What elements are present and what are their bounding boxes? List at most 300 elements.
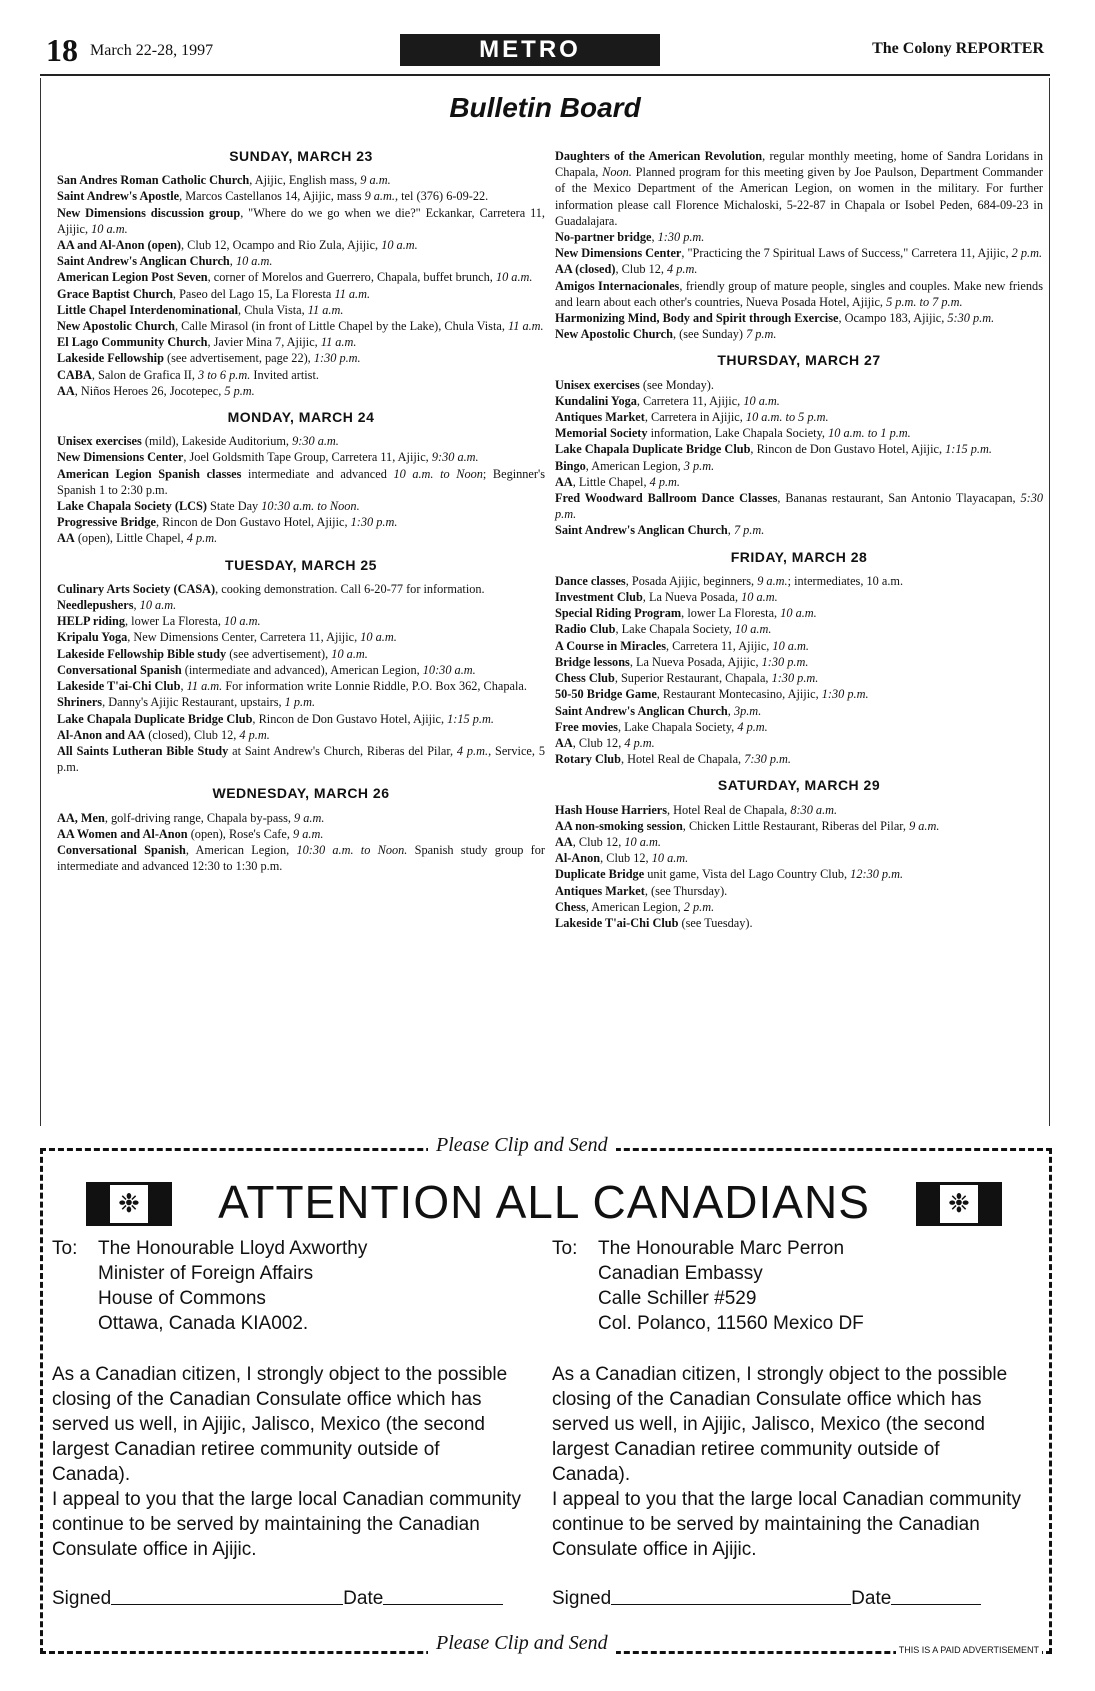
day-heading: SUNDAY, MARCH 23 — [229, 148, 373, 164]
address-line: Canadian Embassy — [598, 1263, 763, 1284]
day-heading: THURSDAY, MARCH 27 — [717, 352, 881, 369]
event-detail: , Chula Vista, — [238, 302, 308, 317]
event-detail: , lower La Floresta, — [125, 614, 225, 629]
event-detail: , Hotel Real de Chapala, — [620, 752, 745, 767]
signed-label: Signed — [552, 1588, 612, 1609]
event-entry — [57, 581, 545, 597]
event-name: Lakeside T'ai-Chi Club — [57, 679, 181, 694]
event-time: 1:30 p.m. — [313, 351, 361, 366]
event-name: Kundalini Yoga — [555, 393, 637, 408]
event-entry — [57, 350, 545, 366]
event-time: 11 a.m. — [307, 302, 344, 317]
event-name: Saint Andrew's Apostle — [57, 189, 180, 204]
event-time: 11 a.m. — [186, 679, 223, 694]
event-entry — [57, 172, 545, 188]
event-detail: , — [727, 703, 734, 718]
event-note: Invited artist. — [250, 367, 319, 382]
event-entry — [57, 269, 545, 285]
event-detail: , Club 12, Ocampo and Rio Zula, Ajijic, — [181, 238, 382, 253]
section-banner: METRO — [400, 34, 660, 66]
letter-appeal: I appeal to you that the large local Canadian community continue to be served by maintaining the Canadian Consulate office in Ajijic. — [552, 1489, 1021, 1560]
event-entry — [57, 743, 545, 775]
event-detail: , — [229, 254, 236, 269]
event-detail: (see Monday). — [639, 377, 714, 392]
event-entry — [57, 629, 545, 645]
event-detail: , American Legion, — [185, 842, 297, 857]
event-detail: , Paseo del Lago 15, La Floresta — [172, 286, 335, 301]
event-entry — [555, 703, 1043, 719]
event-entry — [57, 597, 545, 613]
event-entry — [555, 802, 1043, 818]
event-note: , tel (376) 6-09-22. — [394, 189, 489, 204]
event-detail: , Chicken Little Restaurant, Riberas del Pilar, — [682, 818, 910, 833]
event-time: 9 a.m. — [294, 810, 325, 825]
event-name: Lake Chapala Society (LCS) — [57, 499, 207, 514]
event-entry — [555, 474, 1043, 490]
event-detail: , Marcos Castellanos 14, Ajijic, mass — [179, 189, 365, 204]
clip-and-send-form — [40, 1134, 1050, 1658]
event-entry — [57, 302, 545, 318]
event-name: Duplicate Bridge — [555, 867, 645, 882]
event-detail: , cooking demonstration. Call 6-20-77 for information. — [215, 581, 485, 596]
masthead — [40, 32, 1050, 72]
event-detail: , Bananas restaurant, San Antonio Tlayacapan, — [777, 491, 1021, 506]
event-detail: , Ajijic, English mass, — [249, 173, 361, 188]
event-entry — [57, 530, 545, 546]
event-detail: , Rincon de Don Gustavo Hotel, Ajijic, — [155, 515, 351, 530]
event-time: 10 a.m. to 5 p.m. — [745, 410, 829, 425]
event-time: 4 p.m. — [737, 719, 768, 734]
event-name: Lakeside Fellowship Bible study — [57, 646, 227, 661]
event-detail: (see advertisement), — [226, 646, 332, 661]
event-name: Conversational Spanish — [57, 662, 182, 677]
event-time: 10 a.m. — [734, 622, 772, 637]
event-name: New Dimensions discussion group — [57, 205, 241, 220]
event-detail: , Carretera 11, Ajijic, — [666, 638, 773, 653]
event-name: A Course in Miracles — [555, 638, 666, 653]
event-entry — [555, 899, 1043, 915]
event-detail: intermediate and advanced — [241, 466, 394, 481]
event-detail: , Club 12, — [615, 262, 668, 277]
event-detail: , Javier Mina 7, Ajijic, — [207, 335, 321, 350]
day-heading: FRIDAY, MARCH 28 — [730, 548, 868, 565]
letter-body: As a Canadian citizen, I strongly object to the possible closing of the Canadian Consulate office which has served us well, in Ajijic, Jalisco, Mexico (the second largest Canadian retiree community outside of Canada). — [552, 1364, 1008, 1485]
event-detail: , Rincon de Don Gustavo Hotel, Ajijic, — [252, 711, 448, 726]
event-detail: , Calle Mirasol (in front of Little Chapel by the Lake), Chula Vista, — [174, 319, 508, 334]
event-detail: , "Where do we go when we die?" Eckankar, Carretera 11, Ajijic, — [57, 205, 545, 236]
event-entry — [555, 605, 1043, 621]
event-entry — [555, 148, 1043, 229]
event-entry — [555, 883, 1043, 899]
event-time: 10 a.m. — [743, 393, 780, 408]
event-detail: (open), Rose's Cafe, — [187, 826, 293, 841]
event-time: 10 a.m. — [91, 221, 128, 236]
event-name: Investment Club — [555, 590, 643, 605]
event-name: AA (closed) — [555, 262, 616, 277]
event-time: 10 a.m. to 1 p.m. — [828, 426, 911, 441]
event-name: Kripalu Yoga — [57, 630, 128, 645]
event-time: 11 a.m. — [320, 335, 357, 350]
event-name: All Saints Lutheran Bible Study — [57, 743, 229, 758]
event-time: 9:30 a.m. — [431, 450, 479, 465]
event-detail: State Day — [206, 499, 262, 514]
event-detail: at Saint Andrew's Church, Riberas del Pilar, — [228, 743, 457, 758]
event-time: 9 a.m. — [293, 826, 324, 841]
event-detail: (see Tuesday). — [678, 915, 753, 930]
event-name: Lake Chapala Duplicate Bridge Club — [555, 442, 751, 457]
clip-label-bottom: Please Clip and Send — [428, 1632, 616, 1655]
event-entry — [57, 727, 545, 743]
event-time: 7:30 p.m. — [744, 752, 792, 767]
signature-line[interactable] — [611, 1586, 851, 1605]
event-entry — [57, 253, 545, 269]
event-entry — [57, 449, 545, 465]
event-detail: , Lake Chapala Society, — [617, 719, 738, 734]
event-entry — [555, 425, 1043, 441]
event-entry — [555, 490, 1043, 522]
event-note: Planned program for this meeting given by Joe Paulson, Department Commander of the Mexico Department of the American Legion, on women in the military. For further information please call Florence Michaloski, 5-22-87 in Chapala or Isobel Peden, 684-09-23 in Guadalajara. — [555, 165, 1043, 228]
event-detail: , La Nueva Posada, — [642, 590, 742, 605]
day-heading: MONDAY, MARCH 24 — [227, 409, 375, 426]
event-time: 10:30 a.m. to Noon. — [296, 842, 408, 857]
event-detail: , Restaurant Montecasino, Ajijic, — [656, 687, 822, 702]
clip-label-top: Please Clip and Send — [428, 1134, 616, 1157]
event-name: AA — [57, 383, 75, 398]
event-name: Free movies — [555, 719, 618, 734]
event-entry — [555, 866, 1043, 882]
event-entry — [57, 514, 545, 530]
event-time: 10 a.m. — [331, 646, 368, 661]
event-name: New Dimensions Center — [57, 450, 184, 465]
day-heading: TUESDAY, MARCH 25 — [225, 556, 377, 573]
event-entry — [57, 367, 545, 383]
letter-body: As a Canadian citizen, I strongly object to the possible closing of the Canadian Consulate office which has served us well, in Ajijic, Jalisco, Mexico (the second largest Canadian retiree community outside of Canada). — [52, 1364, 508, 1485]
event-time: 1:30 p.m. — [761, 654, 809, 669]
bulletin-left-column — [57, 148, 545, 874]
event-time: 2 p.m. — [1011, 246, 1043, 261]
event-entry — [555, 573, 1043, 589]
event-entry — [555, 638, 1043, 654]
event-detail: , American Legion, — [585, 899, 684, 914]
event-name: Dance classes — [555, 573, 626, 588]
event-time: 10 a.m. — [651, 851, 689, 866]
event-name: AA non-smoking session — [555, 818, 683, 833]
event-detail: , Ocampo 183, Ajijic, — [838, 311, 948, 326]
event-time: 9 a.m. — [909, 818, 940, 833]
event-detail: , New Dimensions Center, Carretera 11, Ajijic, — [127, 630, 361, 645]
event-time: 10 a.m. — [772, 638, 809, 653]
event-name: Saint Andrew's Anglican Church — [57, 254, 230, 269]
event-entry — [57, 662, 545, 678]
event-name: Hash House Harriers — [555, 802, 668, 817]
event-time: 3p.m. — [733, 703, 762, 718]
event-detail: , (see Thursday). — [644, 883, 728, 898]
event-name: Chess — [555, 899, 586, 914]
event-time: 10 a.m. — [224, 614, 261, 629]
event-time: 3 to 6 p.m. — [198, 367, 251, 382]
event-detail: (closed), Club 12, — [145, 727, 240, 742]
to-label: To: — [552, 1238, 578, 1259]
event-time: 5 p.m. to 7 p.m. — [886, 294, 963, 309]
event-time: 10 a.m. — [235, 254, 273, 269]
event-entry — [57, 613, 545, 629]
canada-flag-icon: ❉ — [916, 1182, 1002, 1226]
event-name: Antiques Market — [555, 410, 645, 425]
event-time: 10:30 a.m. to Noon. — [261, 499, 360, 514]
event-time: 9 a.m. — [364, 189, 395, 204]
event-time: 1:15 p.m. — [447, 711, 494, 726]
event-entry — [57, 842, 545, 874]
header-rule — [40, 74, 1050, 76]
event-time: 5:30 p.m. — [555, 491, 1043, 522]
event-name: Saint Andrew's Anglican Church — [555, 523, 728, 538]
event-detail: , lower La Floresta, — [681, 606, 781, 621]
event-name: AA — [555, 735, 573, 750]
event-entry — [555, 719, 1043, 735]
event-name: HELP riding — [57, 614, 125, 629]
event-entry — [555, 245, 1043, 261]
event-detail: (intermediate and advanced), American Legion, — [181, 662, 423, 677]
event-name: Shriners — [57, 695, 103, 710]
event-time: 5 p.m. — [224, 383, 255, 398]
event-detail: , — [651, 230, 658, 245]
event-detail: , Carretera in Ajijic, — [644, 410, 746, 425]
event-detail: , Carretera 11, Ajijic, — [636, 393, 744, 408]
event-name: Al-Anon — [555, 851, 601, 866]
event-time: 9 a.m. — [360, 173, 391, 188]
event-name: American Legion Spanish classes — [57, 466, 242, 481]
event-time: 9 a.m. — [757, 573, 788, 588]
event-detail: , Salon de Grafica II, — [91, 367, 199, 382]
event-time: 4 p.m. — [239, 727, 270, 742]
event-time: 4 p.m. — [456, 743, 489, 758]
canada-flag-icon: ❉ — [86, 1182, 172, 1226]
event-time: 7 p.m. — [733, 523, 765, 538]
event-name: Rotary Club — [555, 752, 621, 767]
event-time: 1 p.m. — [284, 695, 316, 710]
event-detail: , Joel Goldsmith Tape Group, Carretera 11, Ajijic, — [183, 450, 432, 465]
event-note: ; Beginner's Spanish 1 to 2:30 p.m. — [57, 466, 545, 497]
event-entry — [555, 589, 1043, 605]
event-time: 5:30 p.m. — [947, 311, 995, 326]
event-entry — [555, 278, 1043, 310]
event-detail: , "Practicing the 7 Spiritual Laws of Success," Carretera 11, Ajijic, — [681, 246, 1012, 261]
event-entry — [57, 237, 545, 253]
event-entry — [555, 441, 1043, 457]
issue-date: March 22-28, 1997 — [90, 42, 214, 59]
event-time: 1:30 p.m. — [350, 515, 398, 530]
event-entry — [555, 377, 1043, 393]
letter-right — [552, 1236, 1022, 1611]
event-name: Bridge lessons — [555, 654, 630, 669]
event-detail: , Superior Restaurant, Chapala, — [614, 671, 772, 686]
event-name: Unisex exercises — [555, 377, 640, 392]
event-name: New Apostolic Church — [57, 319, 175, 334]
event-name: Al-Anon and AA — [57, 727, 146, 742]
day-heading: WEDNESDAY, MARCH 26 — [212, 785, 390, 802]
event-entry — [57, 826, 545, 842]
event-name: AA, Men — [57, 810, 105, 825]
event-entry — [57, 205, 545, 237]
event-entry — [555, 458, 1043, 474]
event-name: Lakeside Fellowship — [57, 351, 164, 366]
event-name: AA and Al-Anon (open) — [57, 238, 182, 253]
event-detail: (mild), Lakeside Auditorium, — [141, 434, 293, 449]
event-entry — [555, 409, 1043, 425]
event-name: Saint Andrew's Anglican Church — [555, 703, 728, 718]
event-name: Conversational Spanish — [57, 842, 186, 857]
event-entry — [57, 466, 545, 498]
event-entry — [555, 834, 1043, 850]
event-name: Needlepushers — [57, 598, 134, 613]
event-detail: , (see Sunday) — [672, 327, 747, 342]
event-time: 3 p.m. — [683, 458, 715, 473]
date-label: Date — [851, 1588, 892, 1609]
event-name: Progressive Bridge — [57, 515, 156, 530]
event-detail: , Lake Chapala Society, — [615, 622, 735, 637]
event-detail: unit game, Vista del Lago Country Club, — [644, 867, 851, 882]
event-time: 1:30 p.m. — [771, 671, 819, 686]
event-time: 4 p.m. — [186, 531, 218, 546]
event-name: Chess Club — [555, 671, 615, 686]
event-entry — [57, 646, 545, 662]
signature-line[interactable] — [111, 1586, 343, 1605]
event-name: AA — [57, 531, 75, 546]
event-name: Lake Chapala Duplicate Bridge Club — [57, 711, 253, 726]
event-detail: , American Legion, — [585, 458, 684, 473]
event-name: New Apostolic Church — [555, 327, 673, 342]
address-line: The Honourable Marc Perron — [598, 1238, 845, 1259]
event-entry — [555, 735, 1043, 751]
event-name: Bingo — [555, 458, 586, 473]
bulletin-board — [40, 78, 1050, 1126]
event-name: AA Women and Al-Anon — [57, 826, 188, 841]
event-name: Harmonizing Mind, Body and Spirit through Exercise — [555, 311, 839, 326]
event-time: 10 a.m. — [139, 598, 177, 613]
event-entry — [555, 818, 1043, 834]
event-name: Fred Woodward Ballroom Dance Classes — [555, 491, 778, 506]
event-entry — [57, 810, 545, 826]
event-time: 10 a.m. — [381, 238, 418, 253]
event-detail: , Posada Ajijic, beginners, — [625, 573, 758, 588]
event-name: Antiques Market — [555, 883, 645, 898]
event-entry — [57, 334, 545, 350]
event-time: 10 a.m. — [624, 834, 661, 849]
event-name: Daughters of the American Revolution — [555, 149, 763, 163]
attention-header — [76, 1174, 1012, 1230]
address-line: Minister of Foreign Affairs — [98, 1263, 314, 1284]
event-detail: , Little Chapel, — [572, 474, 650, 489]
event-entry — [57, 678, 545, 694]
event-note: , Service, 5 p.m. — [57, 743, 545, 775]
address-line: The Honourable Lloyd Axworthy — [98, 1238, 368, 1259]
event-time: 10:30 a.m. — [422, 662, 476, 677]
event-name: CABA — [57, 367, 92, 382]
event-entry — [57, 498, 545, 514]
attention-title: ATTENTION ALL CANADIANS — [218, 1176, 870, 1228]
event-name: Special Riding Program — [555, 606, 682, 621]
address-line: Ottawa, Canada KIA002. — [98, 1313, 309, 1334]
date-line[interactable] — [891, 1586, 981, 1605]
address-line: House of Commons — [98, 1288, 266, 1309]
event-detail: , Hotel Real de Chapala, — [667, 802, 791, 817]
event-entry — [555, 654, 1043, 670]
event-detail: , Danny's Ajijic Restaurant, upstairs, — [102, 695, 285, 710]
page-number: 18 — [46, 32, 78, 68]
event-detail: , golf-driving range, Chapala by-pass, — [104, 810, 295, 825]
event-time: 1:30 p.m. — [657, 230, 705, 245]
event-detail: , Club 12, — [572, 834, 625, 849]
event-time: 4 p.m. — [649, 474, 681, 489]
event-name: AA — [555, 474, 573, 489]
event-name: 50-50 Bridge Game — [555, 687, 657, 702]
event-name: Unisex exercises — [57, 434, 142, 449]
event-detail: , — [727, 523, 734, 538]
address-line: Col. Polanco, 11560 Mexico DF — [598, 1313, 864, 1334]
date-line[interactable] — [383, 1586, 503, 1605]
event-time: Noon. — [602, 165, 632, 180]
event-entry — [555, 686, 1043, 702]
to-label: To: — [52, 1238, 78, 1259]
day-heading: SATURDAY, MARCH 29 — [717, 777, 881, 794]
event-entry — [555, 310, 1043, 326]
event-note: Spanish study group for intermediate and advanced 12:30 to 1:30 p.m. — [57, 842, 545, 874]
event-time: 10 a.m. — [495, 270, 533, 285]
event-name: Grace Baptist Church — [57, 286, 173, 301]
event-time: 4 p.m. — [667, 262, 698, 277]
event-note: ; intermediates, 10 a.m. — [787, 573, 904, 588]
event-entry — [555, 621, 1043, 637]
event-name: American Legion Post Seven — [57, 270, 208, 285]
event-entry — [555, 915, 1043, 931]
event-name: El Lago Community Church — [57, 335, 208, 350]
paid-advertisement-notice: THIS IS A PAID ADVERTISEMENT — [896, 1645, 1042, 1655]
paper-name: The Colony REPORTER — [872, 40, 1044, 57]
event-entry — [555, 261, 1043, 277]
event-name: No-partner bridge — [555, 230, 652, 245]
event-time: 7 p.m. — [746, 327, 777, 342]
event-time: 10 a.m. — [741, 590, 778, 605]
event-entry — [57, 711, 545, 727]
address-line: Calle Schiller #529 — [598, 1288, 757, 1309]
event-entry — [555, 522, 1043, 538]
event-time: 10 a.m. to Noon — [393, 466, 483, 481]
event-entry — [555, 670, 1043, 686]
event-detail: , La Nueva Posada, Ajijic, — [629, 654, 762, 669]
event-entry — [57, 286, 545, 302]
event-detail: , friendly group of mature people, singles and couples. Make new friends and learn about each other's countries, Nueva Posada Hotel, Ajijic, — [555, 278, 1043, 309]
signed-label: Signed — [52, 1588, 112, 1609]
event-time: 10 a.m. — [360, 630, 397, 645]
event-detail: , — [133, 598, 140, 613]
event-name: Memorial Society — [555, 426, 648, 441]
event-name: AA — [555, 834, 573, 849]
event-detail: , Niños Heroes 26, Jocotepec, — [74, 383, 225, 398]
event-entry — [555, 850, 1043, 866]
event-note: For information write Lonnie Riddle, P.O. Box 362, Chapala. — [222, 679, 527, 694]
event-entry — [57, 318, 545, 334]
event-detail: (open), Little Chapel, — [74, 531, 187, 546]
event-time: 11 a.m. — [508, 319, 544, 334]
date-label: Date — [343, 1588, 384, 1609]
event-name: Radio Club — [555, 622, 616, 637]
event-entry — [57, 433, 545, 449]
bulletin-title: Bulletin Board — [449, 92, 641, 123]
event-time: 1:15 p.m. — [945, 442, 992, 457]
event-detail: , Club 12, — [572, 735, 625, 750]
event-time: 2 p.m. — [683, 899, 715, 914]
event-name: Culinary Arts Society (CASA) — [57, 581, 216, 596]
